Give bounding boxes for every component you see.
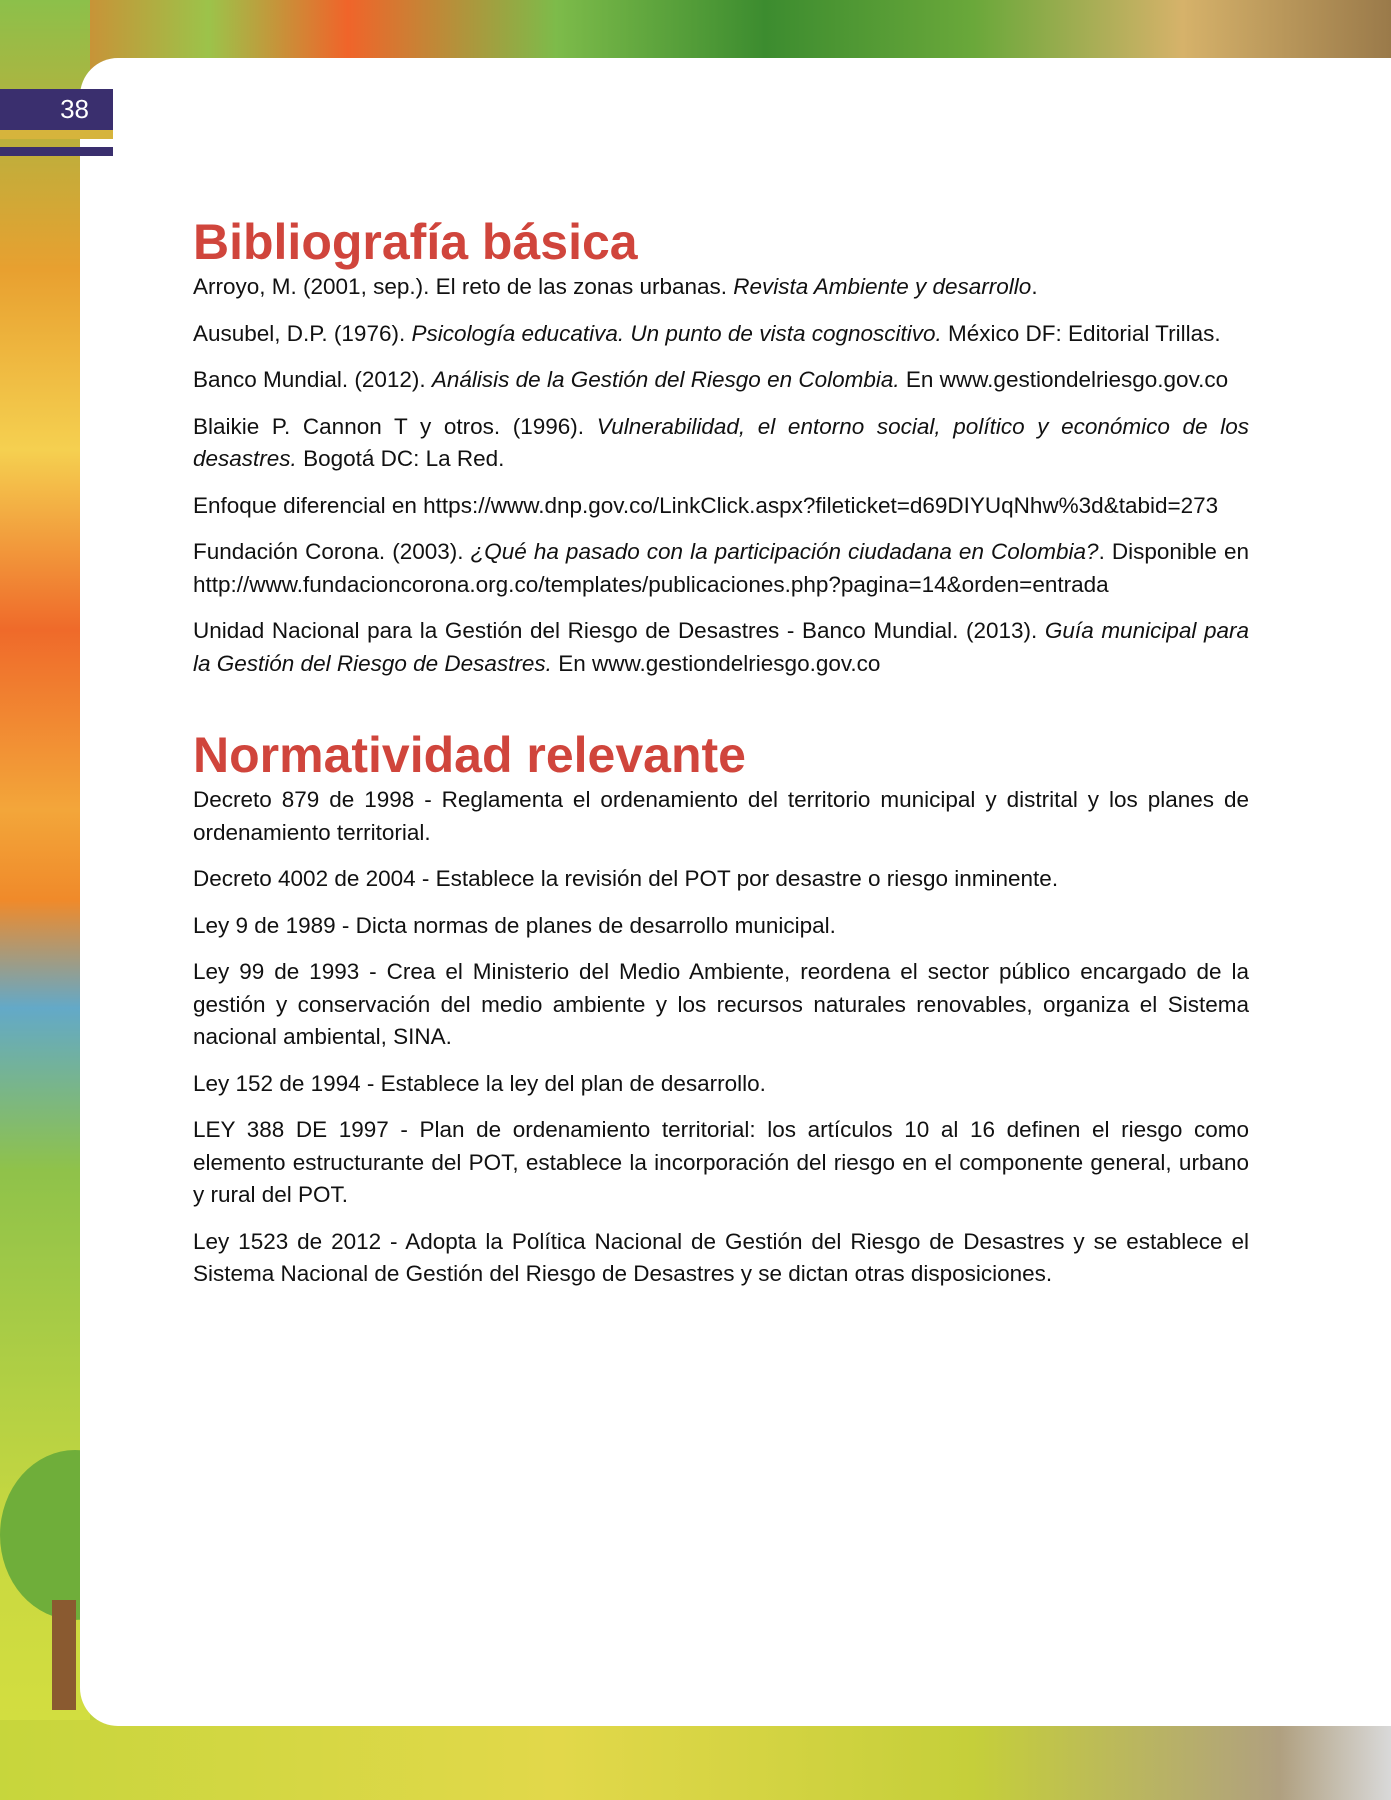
entry-text: Ausubel, D.P. (1976).: [193, 320, 412, 346]
tree-trunk: [52, 1600, 76, 1710]
entry-title-italic: Revista Ambiente y desarrollo: [733, 274, 1032, 299]
entry-text: En www.gestiondelriesgo.gov.co: [899, 367, 1229, 392]
entry-text: .: [1031, 274, 1038, 299]
regulation-entry: Decreto 879 de 1998 - Reglamenta el ordenamiento del territorio municipal y distrital y los planes de ordenamiento territorial.: [193, 787, 1249, 845]
entry-title-italic: Análisis de la Gestión del Riesgo en Colombia.: [431, 367, 900, 392]
regulation-entry: Ley 1523 de 2012 - Adopta la Política Nacional de Gestión del Riesgo de Desastres y se establece el Sistema Nacional de Gestión del Riesgo de Desastres y se dictan otras disposiciones.: [193, 1228, 1249, 1286]
regulation-entry: Ley 152 de 1994 - Establece la ley del plan de desarrollo.: [193, 1070, 766, 1096]
bibliography-entry: [193, 536, 1249, 601]
page-number: 38: [0, 89, 113, 130]
bibliography-entry: [193, 364, 1249, 397]
bibliografia-heading: Bibliografía básica: [193, 214, 638, 270]
bibliography-entry: [193, 318, 1249, 351]
entry-text: Bogotá DC: La Red.: [296, 446, 505, 471]
entry-text: Arroyo, M. (2001, sep.). El reto de las zonas urbanas.: [193, 274, 734, 299]
bibliography-entry: [193, 490, 1249, 523]
entry-text: Enfoque diferencial en https://www.dnp.gov.co/LinkClick.aspx?fileticket=d69DIYUqNhw%3d&tabid=273: [193, 492, 1219, 518]
bottom-illustration: [0, 1720, 1391, 1800]
entry-title-italic: Guía municipal para la Gestión del Riesgo de Desastres.: [193, 618, 1250, 676]
regulation-entry: LEY 388 DE 1997 - Plan de ordenamiento territorial: los artículos 10 al 16 definen el riesgo como elemento estructurante del POT, establece la incorporación del riesgo en el componente general, urbano y rural del POT.: [193, 1117, 1249, 1207]
regulation-entry: Ley 9 de 1989 - Dicta normas de planes de desarrollo municipal.: [193, 912, 836, 938]
entry-text: México DF: Editorial Trillas.: [941, 320, 1221, 346]
entry-text: . Disponible en http://www.fundacioncorona.org.co/templates/publicaciones.php?pagina=14&orden=entrada: [193, 539, 1249, 597]
entry-title-italic: Psicología educativa. Un punto de vista cognoscitivo.: [411, 320, 942, 346]
decorative-bar: [0, 147, 113, 156]
bibliography-entry: [193, 411, 1249, 476]
regulation-entry: Decreto 4002 de 2004 - Establece la revisión del POT por desastre o riesgo inminente.: [193, 866, 1059, 891]
entry-text: Blaikie P. Cannon T y otros. (1996).: [193, 413, 597, 439]
normatividad-heading: Normatividad relevante: [193, 727, 746, 783]
decorative-bar: [0, 130, 113, 139]
page-content: [193, 213, 1249, 1305]
bibliography-entry: [193, 615, 1249, 680]
regulation-entry: Ley 99 de 1993 - Crea el Ministerio del Medio Ambiente, reordena el sector público encargado de la gestión y conservación del medio ambiente y los recursos naturales renovables, organiza el Sistema nacional ambiental, SINA.: [193, 959, 1249, 1049]
entry-text: Unidad Nacional para la Gestión del Riesgo de Desastres - Banco Mundial. (2013).: [193, 618, 1045, 643]
entry-title-italic: ¿Qué ha pasado con la participación ciudadana en Colombia?: [470, 539, 1099, 564]
bibliography-list: [193, 271, 1249, 680]
entry-text: En www.gestiondelriesgo.gov.co: [551, 650, 881, 676]
entry-text: Fundación Corona. (2003).: [193, 539, 471, 564]
entry-text: Banco Mundial. (2012).: [193, 367, 432, 392]
bibliography-entry: [193, 271, 1249, 304]
regulations-list: [193, 784, 1249, 1291]
entry-title-italic: Vulnerabilidad, el entorno social, político y económico de los desastres.: [193, 413, 1249, 471]
